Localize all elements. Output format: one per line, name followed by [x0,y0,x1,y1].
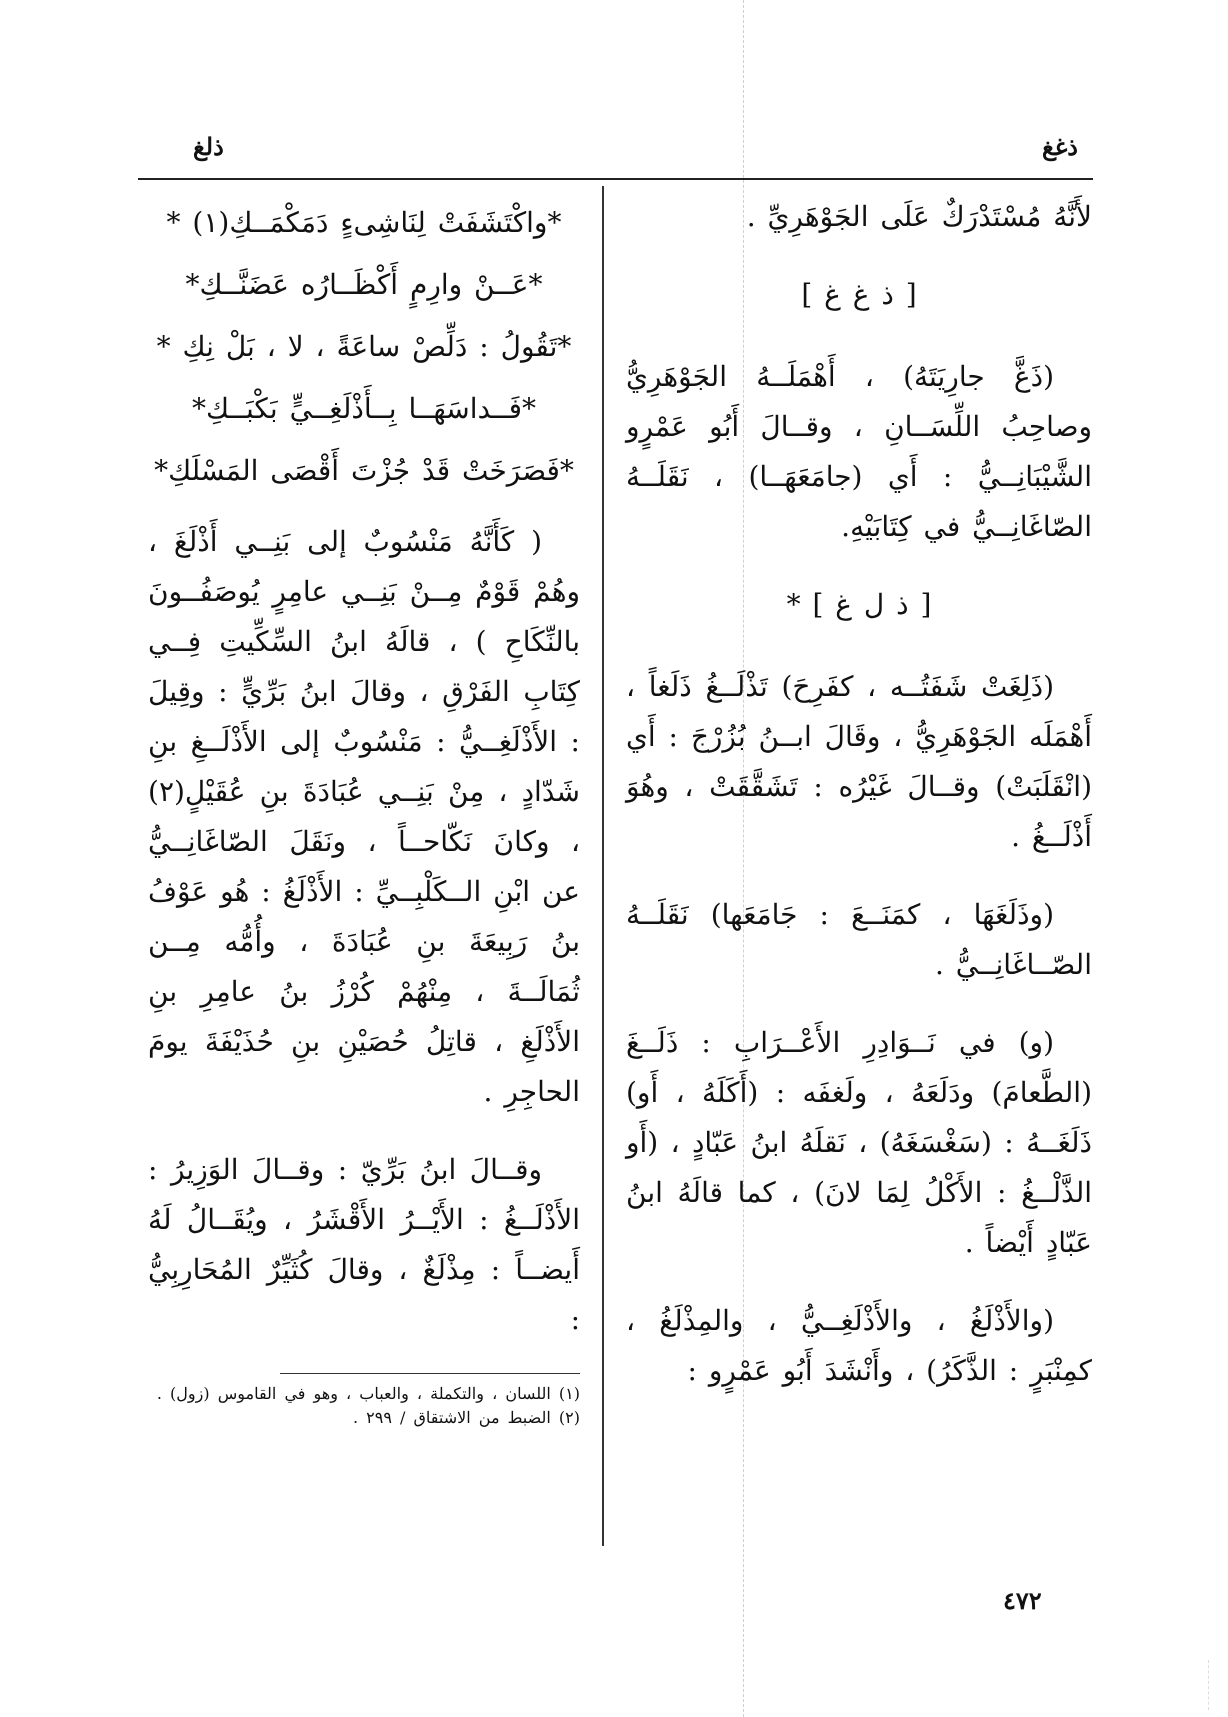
left-column [148,192,580,1430]
paragraph: وقــالَ ابنُ بَرِّيّ : وقــالَ الوَزِيرُ : الأَذْلَــغُ : الأَيْــرُ الأَقْشَرُ ، ويُقَــالُ لَهُ أَيضــاً : مِذْلَغٌ ، وقالَ كُثَيِّرٌ المُحَارِبِيُّ : [148,1153,580,1336]
verse-block [148,192,580,502]
footnote: (١) اللسان ، والتكملة ، والعباب ، وهو في القاموس (زول) . [156,1384,580,1403]
footnote-rule [280,1373,580,1374]
verse-line: *فَصَرَخَتْ قَدْ جُزْتَ أَقْصَى المَسْلَكِ* [154,454,574,487]
paragraph: (والأَذْلَغُ ، والأَذْلَغِــيُّ ، والمِذْلَغُ ، كمِنْبَرٍ : الذَّكَرُ) ، وأَنْشَدَ أَبُو عَمْرٍو : [626,1304,1092,1387]
verse-line: *عَــنْ وارِمٍ أَكْظَــارُه عَضَنَّــكِ* [185,268,543,301]
paragraph: لأَنَّهُ مُسْتَدْرَكٌ عَلَى الجَوْهَرِيِّ . [746,200,1092,233]
running-head-right: ذغغ [1041,132,1078,161]
column-divider [602,186,604,1546]
paragraph: ( كَأَنَّهُ مَنْسُوبٌ إلى بَنِــي أَذْلَغَ ، وهُمْ قَوْمٌ مِــنْ بَنِــي عامِرٍ يُوصَفُــونَ بالنِّكَاحِ ) ، قالَهُ ابنُ السِّكِّيتِ فِــي كِتَابِ الفَرْقِ ، وقالَ ابنُ بَرِّيٍّ : وقِيلَ : الأَذْلَغِــيُّ : مَنْسُوبٌ إلى الأَذْلَــغِ بنِ شَدّادٍ ، مِنْ بَنِــي عُبَادَةَ بنِ عُقَيْلٍ(٢) ، وكانَ نَكّاحــاً ، ونَقَلَ الصّاغَانِــيُّ عن ابْنِ الــكَلْبِــيِّ : الأَذْلَغُ : هُو عَوْفُ بنُ رَبِيعَةَ بنِ عُبَادَةَ ، وأُمُّه مِــن ثُمَالَــةَ ، مِنْهُمْ كُرْزُ بنُ عامِرِ بنِ الأَذْلَغِ ، قاتِلُ حُصَيْنِ بنِ حُذَيْفَةَ يومَ الحاجِرِ . [148,525,580,1108]
verse-line: *تَقُولُ : دَلِّصْ ساعَةً ، لا ، بَلْ نِكِ * [156,330,572,363]
paragraph: (و) في نَــوَادِرِ الأَعْــرَابِ : ذَلَــغَ (الطَّعامَ) ودَلَعَهُ ، ولَغفَه : (أَكَلَهُ ، أَو) ذَلَغَــهُ : (سَغْسَغَهُ) ، نَقلَهُ ابنُ عَبّادٍ ، (أَو الذَّلْــغُ : الأَكْلُ لِمَا لانَ) ، كما قالَهُ ابنُ عَبّادٍ أَيْضاً . [626,1026,1092,1259]
paragraph: (ذَلِغَتْ شَفَتُــه ، كفَرِحَ) تَذْلَــغُ ذَلَغاً ، أَهْمَلَه الجَوْهَرِيُّ ، وقَالَ ابــنُ بُزُرْجَ : أَي (انْقَلَبَتْ) وقــالَ غَيْرُه : تَشَقَّقَتْ ، وهُوَ أَذْلَــغُ . [626,670,1092,853]
header-rule [138,178,1093,180]
footnote: (٢) الضبط من الاشتقاق / ٢٩٩ . [352,1408,580,1427]
verse-line: *واكْتَشَفَتْ لِنَاشِىءٍ دَمَكْمَــكِ(١) * [166,206,562,239]
entry-heading: [ ذ غ غ ] [801,278,917,311]
running-head-left: ذلغ [193,132,224,161]
entry-heading: [ ذ ل غ ] * [786,588,932,621]
right-column [626,192,1092,1424]
scan-edge-mark [1208,1660,1210,1710]
page-number: ٤٧٢ [1003,1586,1042,1615]
paragraph: (وذَلَغَهَا ، كمَنَــعَ : جَامَعَها) نَقَلَــهُ الصّــاغَانِــيُّ . [626,898,1092,981]
verse-line: *فَــداسَهَــا بِــأَذْلَغِــيٍّ بَكْبَــكِ* [191,392,537,425]
paragraph: (ذَغَّ جارِيَتَهُ) ، أَهْمَلَــهُ الجَوْهَرِيُّ وصاحِبُ اللِّسَــانِ ، وقــالَ أَبُو عَمْرٍو الشَّيْبَانِــيُّ : أَي (جامَعَهَــا) ، نَقَلَــهُ الصّاغَانِــيُّ في كِتَابَيْهِ. [626,360,1092,543]
